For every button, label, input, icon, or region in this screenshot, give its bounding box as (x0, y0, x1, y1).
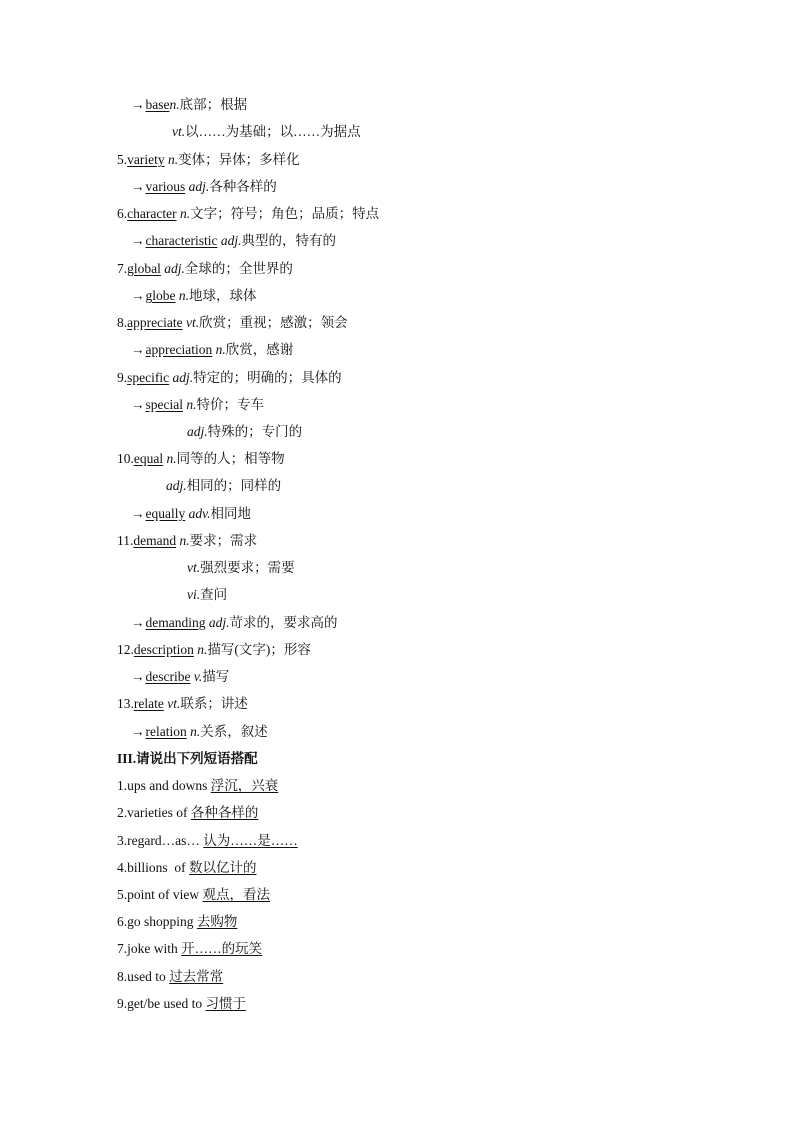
entry-number: 9. (117, 370, 128, 385)
entry-derived (131, 95, 247, 115)
phrase-text: billions of (127, 860, 190, 875)
entry-meaning: 欣赏；重视；感激；领会 (199, 315, 348, 330)
section-heading: III.请说出下列短语搭配 (117, 751, 258, 766)
phrase-text: used to (127, 969, 170, 984)
entry-word: relation (145, 724, 187, 739)
entry-meaning: 苛求的，要求高的 (229, 615, 338, 630)
entry-number: 5. (117, 152, 128, 167)
entry-pos: n. (178, 288, 189, 303)
entry-meaning: 查问 (200, 587, 228, 602)
phrase-item (117, 912, 237, 932)
entry-meaning: 特价；专车 (196, 397, 264, 412)
entry-derived (131, 667, 229, 687)
entry-meaning: 关系，叙述 (200, 724, 268, 739)
entry (117, 204, 379, 224)
entry-meaning: 描写 (202, 669, 230, 684)
entry-word: characteristic (145, 233, 218, 248)
entry-word: various (145, 179, 186, 194)
phrase-text: joke with (127, 941, 182, 956)
entry-word: demanding (145, 615, 206, 630)
phrase-answer: 过去常常 (169, 969, 224, 984)
entry-pos: n. (197, 642, 208, 657)
entry-pos: n. (215, 342, 226, 357)
entry-word: equal (133, 451, 164, 466)
entry-word: character (127, 206, 177, 221)
entry-derived (131, 340, 293, 360)
arrow-icon: → (131, 233, 145, 248)
entry-meaning: 描写(文字)；形容 (207, 642, 311, 657)
phrase-text: point of view (127, 887, 203, 902)
phrase-item (117, 994, 246, 1014)
entry-pos: n. (179, 533, 190, 548)
entry-number: 10. (117, 451, 134, 466)
phrase-item (117, 803, 258, 823)
arrow-icon: → (131, 669, 145, 684)
phrase-number: 2. (117, 805, 128, 820)
entry-meaning: 底部；根据 (179, 97, 248, 112)
entry-pos: vi. (187, 587, 201, 602)
phrase-answer: 浮沉，兴衰 (210, 778, 279, 793)
entry-number: 12. (117, 642, 134, 657)
entry-word: base (145, 97, 170, 112)
entry-meaning: 要求；需求 (189, 533, 258, 548)
entry-pos: v. (193, 669, 203, 684)
entry-meaning: 强烈要求；需要 (200, 560, 295, 575)
entry-word: equally (145, 506, 186, 521)
entry-pos: adj. (187, 424, 208, 439)
entry-pos: adj. (172, 370, 194, 385)
entry (117, 150, 300, 170)
arrow-icon: → (131, 288, 145, 303)
entry-pos: vt. (167, 696, 181, 711)
entry-meaning: 全球的；全世界的 (184, 261, 293, 276)
arrow-icon: → (131, 615, 145, 630)
entry-word: relate (133, 696, 164, 711)
entry-pos: n. (190, 724, 201, 739)
phrase-answer: 开……的玩笑 (181, 941, 263, 956)
entry-meaning: 变体；异体；多样化 (178, 152, 300, 167)
entry-pos: n. (186, 397, 197, 412)
phrase-item (117, 858, 257, 878)
entry-pos: vt. (185, 315, 200, 330)
phrase-answer: 各种各样的 (190, 805, 259, 820)
entry-pos: n. (169, 97, 180, 112)
phrase-answer: 去购物 (196, 914, 238, 929)
entry-extra-sense (166, 476, 281, 496)
entry-word: variety (127, 152, 165, 167)
entry (117, 640, 311, 660)
entry-word: demand (133, 533, 177, 548)
entry-pos: adv. (188, 506, 211, 521)
entry-meaning: 联系；讲述 (180, 696, 248, 711)
entry-number: 6. (117, 206, 128, 221)
entry (117, 259, 293, 279)
phrase-number: 7. (117, 941, 128, 956)
entry-number: 13. (117, 696, 134, 711)
entry-pos: adj. (208, 615, 230, 630)
entry-pos: adj. (164, 261, 185, 276)
entry-derived (131, 613, 338, 633)
arrow-icon: → (131, 397, 145, 412)
arrow-icon: → (131, 97, 145, 112)
phrase-item (117, 831, 298, 851)
entry-meaning: 特定的；明确的；具体的 (193, 370, 342, 385)
entry-extra-sense (187, 422, 302, 442)
entry-derived (131, 231, 336, 251)
phrase-text: get/be used to (127, 996, 206, 1011)
entry-pos: n. (167, 152, 179, 167)
entry-number: 11. (117, 533, 134, 548)
phrase-answer: 认为……是…… (203, 833, 298, 848)
entry-pos: n. (166, 451, 177, 466)
phrase-answer: 数以亿计的 (189, 860, 257, 875)
entry-extra-sense (172, 122, 361, 142)
phrase-answer: 观点，看法 (202, 887, 270, 902)
phrase-text: regard…as… (127, 833, 204, 848)
phrase-item (117, 885, 270, 905)
phrase-number: 5. (117, 887, 128, 902)
entry-derived (131, 177, 277, 197)
phrase-number: 9. (117, 996, 128, 1011)
entry-meaning: 相同地 (210, 506, 251, 521)
entry-meaning: 各种各样的 (209, 179, 277, 194)
arrow-icon: → (131, 724, 145, 739)
entry-derived (131, 286, 257, 306)
entry-pos: n. (179, 206, 191, 221)
entry-derived (131, 722, 268, 742)
entry-derived (131, 395, 264, 415)
entry-derived (131, 504, 251, 524)
entry-word: describe (145, 669, 191, 684)
entry (117, 694, 248, 714)
entry (117, 449, 285, 469)
entry-meaning: 地球，球体 (189, 288, 257, 303)
entry-word: appreciation (145, 342, 213, 357)
entry-pos: adj. (220, 233, 242, 248)
phrase-text: go shopping (127, 914, 197, 929)
entry-word: global (127, 261, 161, 276)
phrase-item (117, 967, 223, 987)
entry (117, 531, 257, 551)
phrase-number: 4. (117, 860, 128, 875)
entry-pos: vt. (187, 560, 201, 575)
phrase-text: varieties of (127, 805, 191, 820)
entry (117, 313, 348, 333)
phrase-item (117, 776, 278, 796)
entry-word: appreciate (127, 315, 183, 330)
phrase-number: 6. (117, 914, 128, 929)
phrase-answer: 习惯于 (205, 996, 246, 1011)
phrase-number: 3. (117, 833, 128, 848)
entry-meaning: 文字；符号；角色；品质；特点 (190, 206, 380, 221)
entry-word: globe (145, 288, 176, 303)
entry-meaning: 相同的；同样的 (186, 478, 282, 493)
phrase-number: 1. (117, 778, 128, 793)
entry-extra-sense (187, 558, 295, 578)
entry-word: specific (127, 370, 170, 385)
entry-number: 7. (117, 261, 128, 276)
entry (117, 368, 342, 388)
entry-pos: adj. (166, 478, 187, 493)
arrow-icon: → (131, 179, 145, 194)
entry-meaning: 欣赏，感谢 (225, 342, 294, 357)
arrow-icon: → (131, 342, 145, 357)
phrase-text: ups and downs (127, 778, 211, 793)
entry-meaning: 以……为基础；以……为据点 (185, 124, 361, 139)
entry-number: 8. (117, 315, 128, 330)
entry-word: description (133, 642, 194, 657)
entry-pos: adj. (188, 179, 210, 194)
entry-extra-sense (187, 585, 227, 605)
entry-word: special (145, 397, 183, 412)
entry-meaning: 特殊的；专门的 (207, 424, 303, 439)
arrow-icon: → (131, 506, 145, 521)
phrase-item (117, 939, 262, 959)
phrase-number: 8. (117, 969, 128, 984)
entry-meaning: 典型的，特有的 (241, 233, 336, 248)
entry-pos: vt. (172, 124, 186, 139)
entry-meaning: 同等的人；相等物 (176, 451, 285, 466)
